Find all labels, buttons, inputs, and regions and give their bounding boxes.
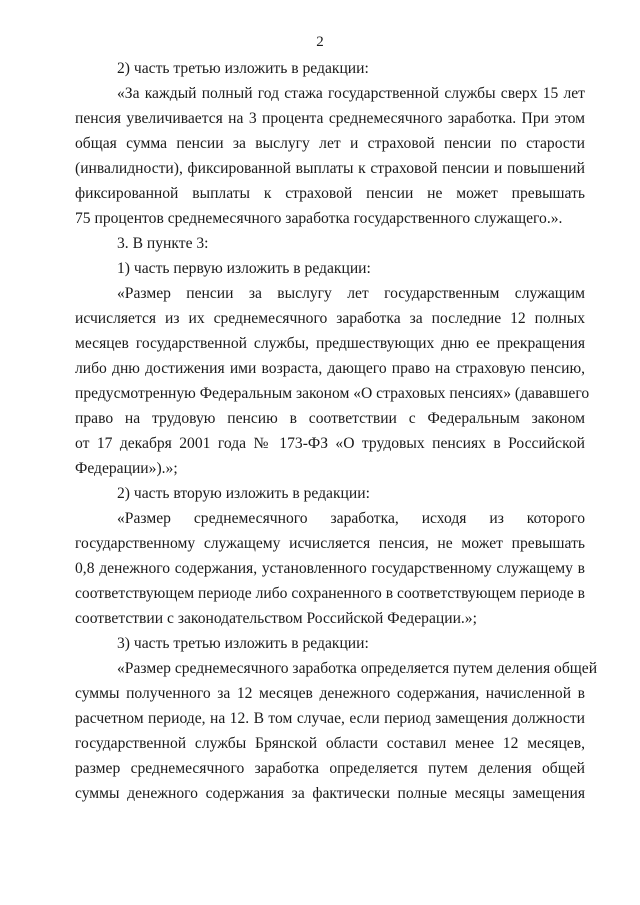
- text-line: «Размер среднемесячного заработка, исходя из которого: [117, 510, 585, 527]
- text-line: 75 процентов среднемесячного заработка государственного служащего.».: [75, 210, 563, 227]
- text-line: размер среднемесячного заработка определяется путем деления общей: [75, 760, 585, 777]
- text-line: соответствующем периоде либо сохраненного в соответствующем периоде в: [75, 585, 585, 602]
- text-line: 2) часть вторую изложить в редакции:: [117, 485, 370, 502]
- document-body: [75, 56, 598, 806]
- text-line: расчетном периоде, на 12. В том случае, если период замещения должности: [75, 710, 585, 727]
- text-line: (инвалидности), фиксированной выплаты к страховой пенсии и повышений: [75, 160, 585, 177]
- text-line: 2) часть третью изложить в редакции:: [117, 60, 369, 77]
- text-line: месяцев государственной службы, предшествующих дню ее прекращения: [75, 335, 585, 352]
- text-line: суммы денежного содержания за фактически полные месяцы замещения: [75, 785, 585, 802]
- text-line: 3) часть третью изложить в редакции:: [117, 635, 369, 652]
- text-line: общая сумма пенсии за выслугу лет и страховой пенсии по старости: [75, 135, 585, 152]
- text-line: предусмотренную Федеральным законом «О страховых пенсиях» (дававшего: [75, 385, 590, 402]
- text-line: 1) часть первую изложить в редакции:: [117, 260, 371, 277]
- text-line: государственному служащему исчисляется пенсия, не может превышать: [75, 535, 585, 552]
- text-line: пенсия увеличивается на 3 процента среднемесячного заработка. При этом: [75, 110, 585, 127]
- text-line: 0,8 денежного содержания, установленного государственному служащему в: [75, 560, 585, 577]
- text-line: от 17 декабря 2001 года № 173-ФЗ «О трудовых пенсиях в Российской: [75, 435, 585, 452]
- text-line: «Размер пенсии за выслугу лет государственным служащим: [117, 285, 585, 302]
- text-line: исчисляется из их среднемесячного заработка за последние 12 полных: [75, 310, 585, 327]
- text-line: Федерации»).»;: [75, 460, 178, 477]
- text-line: соответствии с законодательством Российской Федерации.»;: [75, 610, 477, 627]
- text-line: суммы полученного за 12 месяцев денежного содержания, начисленной в: [75, 685, 585, 702]
- text-line: «Размер среднемесячного заработка определяется путем деления общей: [117, 660, 598, 677]
- text-line: «За каждый полный год стажа государственной службы сверх 15 лет: [117, 85, 585, 102]
- page-number: 2: [316, 34, 324, 50]
- text-line: государственной службы Брянской области составил менее 12 месяцев,: [75, 735, 585, 752]
- text-line: 3. В пункте 3:: [117, 235, 209, 252]
- text-line: фиксированной выплаты к страховой пенсии не может превышать: [75, 185, 585, 202]
- text-line: право на трудовую пенсию в соответствии с Федеральным законом: [75, 410, 585, 427]
- text-line: либо дню достижения ими возраста, дающего право на страховую пенсию,: [75, 360, 585, 377]
